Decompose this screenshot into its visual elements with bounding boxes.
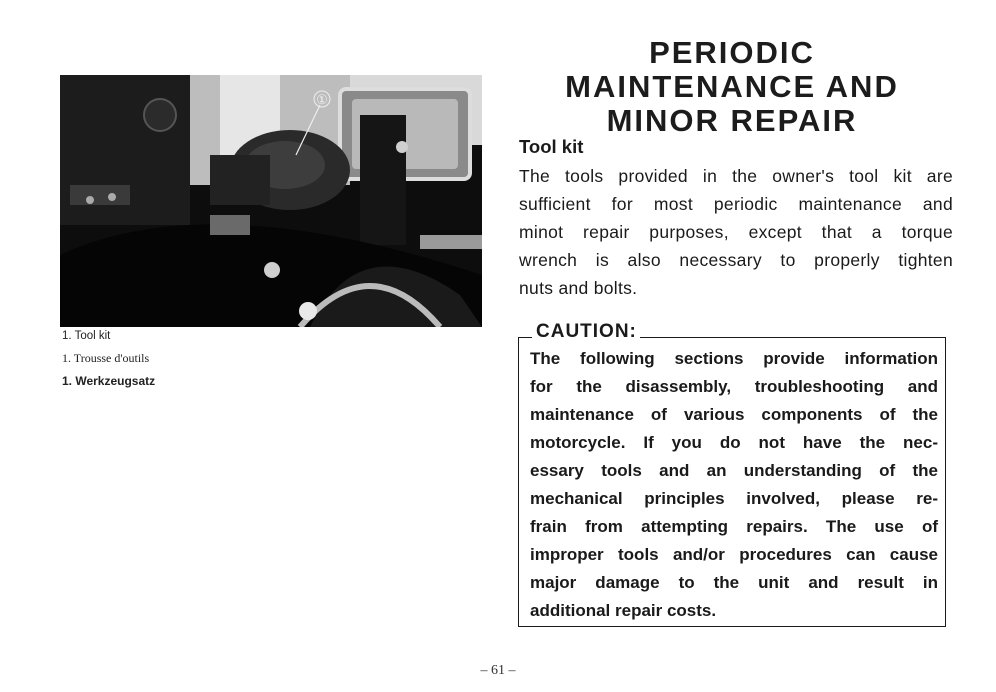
page-number: – 61 – <box>480 663 516 678</box>
caution-line: for the disassembly, troubleshooting and <box>530 377 938 396</box>
caution-label: CAUTION: <box>536 321 637 342</box>
caution-line: motorcycle. If you do not have the nec- <box>530 433 938 452</box>
tool-kit-photo <box>60 75 482 327</box>
paragraph-line: minot repair purposes, except that a torque <box>519 222 953 242</box>
caution-line: major damage to the unit and result in <box>530 573 938 592</box>
callout-number: ① <box>316 92 328 107</box>
tool-kit-paragraph <box>519 162 953 302</box>
caution-line: improper tools and/or procedures can cause <box>530 545 938 564</box>
page-title <box>520 36 944 138</box>
paragraph-line: wrench is also necessary to properly tighten <box>519 250 953 270</box>
paragraph-line: The tools provided in the owner's tool kit are <box>519 166 953 186</box>
title-line-2: MAINTENANCE AND <box>565 69 899 104</box>
caution-border-right <box>640 337 946 338</box>
caption-german: 1. Werkzeugsatz <box>62 374 156 388</box>
caution-line: maintenance of various components of the <box>530 405 938 424</box>
caution-line: essary tools and an understanding of the <box>530 461 938 480</box>
caution-text <box>530 345 938 625</box>
caution-line: The following sections provide information <box>530 349 938 368</box>
caution-border-left <box>518 337 532 338</box>
caution-line: frain from attempting repairs. The use of <box>530 517 938 536</box>
title-line-3: MINOR REPAIR <box>606 103 858 138</box>
motorcycle-photo-illustration <box>60 75 482 327</box>
title-line-1: PERIODIC <box>649 35 815 70</box>
caption-french: 1. Trousse d'outils <box>62 351 150 365</box>
caution-line: additional repair costs. <box>530 601 717 620</box>
paragraph-line: sufficient for most periodic maintenance and <box>519 194 953 214</box>
section-heading: Tool kit <box>519 136 584 157</box>
caption-english: 1. Tool kit <box>62 330 111 342</box>
caution-line: mechanical principles involved, please re- <box>530 489 938 508</box>
paragraph-line: nuts and bolts. <box>519 278 638 298</box>
